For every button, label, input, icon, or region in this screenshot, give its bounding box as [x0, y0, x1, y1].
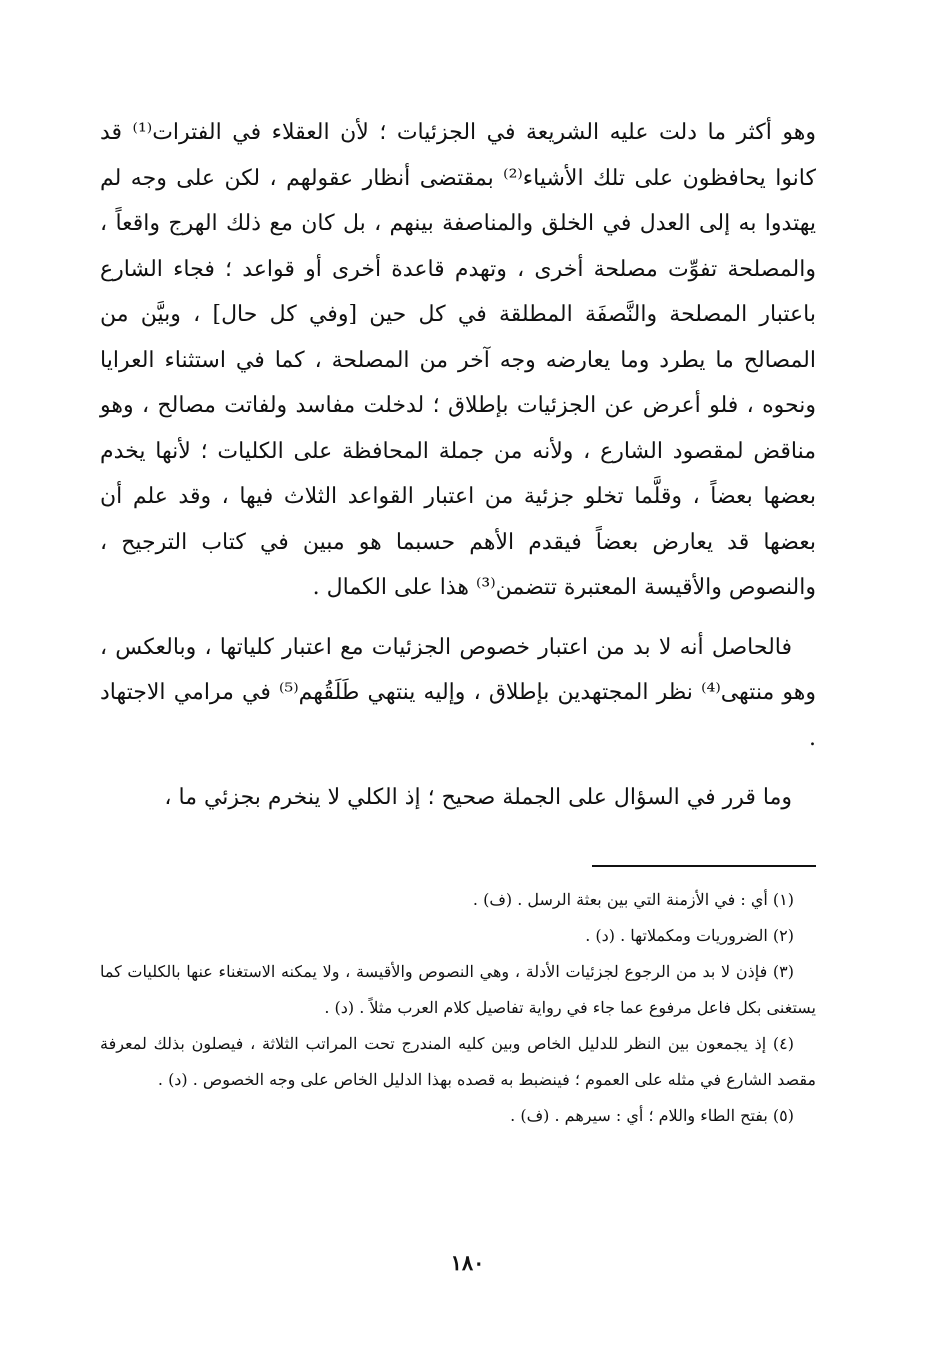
paragraph-1: وهو أكثر ما دلت عليه الشريعة في الجزئيات ؛ لأن العقلاء في الفترات⁽¹⁾ قد كانوا يحافظون على تلك الأشياء⁽²⁾ بمقتضى أنظار عقولهم ، لكن على وجه لم يهتدوا به إلى العدل في الخلق والمناصفة بينهم ، بل كان مع ذلك الهرج واقعاً ، والمصلحة تفوِّت مصلحة أخرى ، وتهدم قاعدة أخرى أو قواعد ؛ فجاء الشارع باعتبار المصلحة والنَّصفَة المطلقة في كل حين [وفي كل حال] ، وبيَّن من المصالح ما يطرد وما يعارضه وجه آخر من المصلحة ، كما في استثناء العرايا ونحوه ، فلو أعرض عن الجزئيات بإطلاق ؛ لدخلت مفاسد ولفاتت مصالح ، وهو مناقض لمقصود الشارع ، ولأنه من جملة المحافظة على الكليات ؛ لأنها يخدم بعضها بعضاً ، وقلَّما تخلو جزئية من اعتبار القواعد الثلاث فيها ، وقد علم أن بعضها قد يعارض بعضاً فيقدم الأهم حسبما هو مبين في كتاب الترجيح ، والنصوص والأقيسة المعتبرة تتضمن⁽³⁾ هذا على الكمال .: [100, 120, 816, 600]
main-text: [100, 110, 816, 821]
paragraph-3: وما قرر في السؤال على الجملة صحيح ؛ إذ الكلي لا ينخرم بجزئي ما ،: [164, 785, 792, 810]
footnote-3: (٣) فإذن لا بد من الرجوع لجزئيات الأدلة ، وهي النصوص والأقيسة ، ولا يمكنه الاستغناء عنها بالكليات كما يستغنى بكل فاعل مرفوع عما جاء في رواية تفاصيل كلام العرب مثلاً . (د) .: [100, 962, 816, 1017]
footnote-4: (٤) إذ يجمعون بين النظر للدليل الخاص وبين كليه المندرج تحت المراتب الثلاثة ، فيصلون بذلك لمعرفة مقصد الشارع في مثله على العموم ؛ فينضبط به قصده بهذا الدليل الخاص على وجه الخصوص . (د) .: [100, 1034, 816, 1089]
footnote-5: (٥) بفتح الطاء واللام ؛ أي : سيرهم . (ف) .: [510, 1106, 794, 1125]
footnote-2: (٢) الضروريات ومكملاتها . (د) .: [585, 926, 794, 945]
page-number: ١٨٠: [450, 1250, 485, 1275]
footnote-1: (١) أي : في الأزمنة التي بين بعثة الرسل . (ف) .: [472, 890, 794, 909]
footnote-separator: [592, 865, 816, 867]
footnotes: [100, 882, 816, 1134]
paragraph-2: فالحاصل أنه لا بد من اعتبار خصوص الجزئيات مع اعتبار كلياتها ، وبالعكس ، وهو منتهى⁽⁴⁾ نظر المجتهدين بإطلاق ، وإليه ينتهي طَلَقُهم⁽⁵⁾ في مرامي الاجتهاد .: [100, 634, 817, 751]
